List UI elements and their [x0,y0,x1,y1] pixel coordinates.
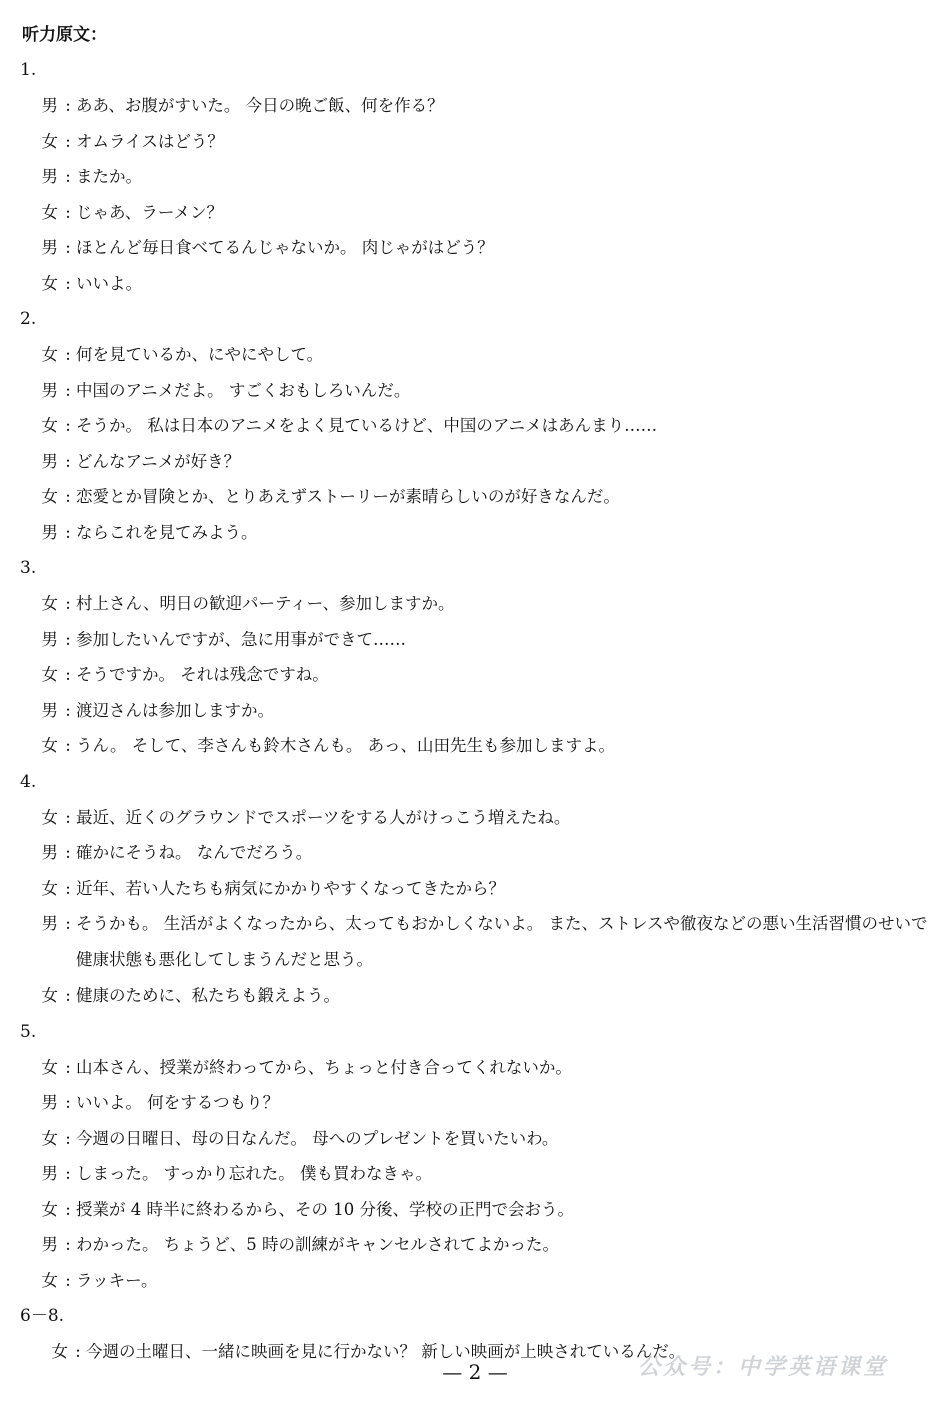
colon: : [65,202,71,222]
speaker-label: 女 [41,665,58,684]
dialogue-line [20,515,935,551]
speaker-label: 男 [41,380,58,400]
dialogue-line [20,88,935,124]
speaker-label: 女 [41,1270,58,1290]
section-1 [20,52,935,301]
speaker-label: 女 [41,736,58,755]
colon: : [65,1164,71,1183]
dialogue-line [20,978,935,1014]
dialogue-line [20,444,935,480]
colon: : [65,1199,71,1219]
speaker-label: 女 [41,986,58,1005]
dialogue-text: 今週の土曜日、一緒に映画を見に行かない？ 新しい映画が上映されているんだ。 [86,1342,686,1361]
transcript [20,52,935,1370]
dialogue-text: 参加したいんですが、急に用事ができて…… [76,629,406,649]
colon: : [65,238,71,257]
dialogue-line [20,657,935,693]
dialogue-line [20,1192,935,1228]
speaker-label: 女 [41,273,58,293]
colon: : [65,1093,71,1112]
speaker-label: 女 [41,416,58,435]
dialogue-text: 確かにそうね。 なんでだろう。 [76,843,313,862]
speaker-label: 女 [41,594,58,613]
dialogue-text: そうか。 私は日本のアニメをよく見ているけど、中国のアニメはあんまり…… [76,416,658,435]
colon: : [65,843,71,862]
section-4 [20,764,935,1014]
dialogue-line [20,728,935,764]
dialogue-line [20,1050,935,1086]
colon: : [65,167,71,186]
speaker-label: 男 [41,96,58,115]
section-number: 5. [20,1021,37,1042]
dialogue-text: オムライスはどう？ [76,131,224,151]
speaker-label: 男 [41,843,58,862]
dialogue-line [20,871,935,907]
colon: : [65,416,71,435]
dialogue-line [20,230,935,266]
colon: : [65,1235,71,1254]
speaker-label: 男 [41,1164,58,1183]
colon: : [65,629,71,649]
speaker-label: 女 [41,345,58,364]
page-number: — 2 — [442,1360,508,1384]
section-number: 1. [20,60,37,80]
dialogue-text: 最近、近くのグラウンドでスポーツをする人がけっこう増えたね。 [76,807,571,827]
dialogue-text: うん。 そして、李さんも鈴木さんも。 あっ、山田先生も参加しますよ。 [76,736,615,755]
dialogue-text: そうかも。 生活がよくなったから、太ってもおかしくないよ。 また、ストレスや徹夜などの悪い生活習慣のせいで健康状態も悪化してしまうんだと思う。 [76,914,928,969]
dialogue-text: しまった。 すっかり忘れた。 僕も買わなきゃ。 [76,1164,432,1183]
colon: : [65,700,71,720]
dialogue-line [20,195,935,231]
dialogue-text: 中国のアニメだよ。 すごくおもしろいんだ。 [76,380,411,400]
speaker-label: 男 [41,167,58,186]
colon: : [65,131,71,151]
dialogue-line [20,1121,935,1157]
section-3 [20,550,935,764]
colon: : [65,986,71,1005]
dialogue-line [20,835,935,871]
colon: : [65,594,71,613]
speaker-label: 男 [41,700,58,720]
speaker-label: 男 [41,451,58,471]
dialogue-line [20,479,935,515]
speaker-label: 女 [41,131,58,151]
colon: : [65,345,71,364]
colon: : [65,522,71,542]
dialogue-text: そうですか。 それは残念ですね。 [76,665,329,684]
dialogue-line [20,266,935,302]
section-2 [20,301,935,550]
colon: : [75,1342,81,1361]
colon: : [65,1128,71,1148]
dialogue-text: 山本さん、授業が終わってから、ちょっと付き合ってくれないか。 [76,1057,572,1077]
dialogue-text: ああ、お腹がすいた。 今日の晩ご飯、何を作る？ [76,96,444,115]
dialogue-line [20,408,935,444]
speaker-label: 男 [41,629,58,649]
section-number: 3. [20,558,37,578]
dialogue-line [20,800,935,836]
section-number: 2. [20,309,37,329]
dialogue-line [20,337,935,373]
colon: : [65,665,71,684]
dialogue-text: じゃあ、ラーメン？ [76,202,224,222]
dialogue-line [20,906,935,978]
dialogue-text: わかった。 ちょうど、5 時の訓練がキャンセルされてよかった。 [76,1235,559,1254]
colon: : [65,807,71,827]
speaker-label: 男 [41,1093,58,1112]
colon: : [65,487,71,506]
dialogue-line [20,1156,935,1192]
dialogue-text: ラッキー。 [76,1270,158,1290]
colon: : [65,736,71,755]
dialogue-line [20,1227,935,1263]
dialogue-text: 恋愛とか冒険とか、とりあえずストーリーが素晴らしいのが好きなんだ。 [76,487,620,506]
dialogue-text: いいよ。 何をするつもり？ [76,1093,280,1112]
dialogue-text: ほとんど毎日食べてるんじゃないか。 肉じゃがはどう？ [76,238,494,257]
dialogue-text: 渡辺さんは参加しますか。 [76,700,274,720]
colon: : [65,1057,71,1077]
dialogue-text: どんなアニメが好き？ [76,451,241,471]
speaker-label: 女 [41,1199,58,1219]
section-5 [20,1014,935,1299]
dialogue-line [20,373,935,409]
speaker-label: 男 [41,522,58,542]
speaker-label: 女 [51,1342,68,1361]
dialogue-line [20,159,935,195]
dialogue-text: またか。 [76,167,142,186]
colon: : [65,273,71,293]
speaker-label: 女 [41,1057,58,1077]
page-heading: 听力原文： [22,25,107,45]
speaker-label: 女 [41,487,58,506]
dialogue-text: ならこれを見てみよう。 [76,522,258,542]
dialogue-text: 村上さん、明日の歓迎パーティー、参加しますか。 [76,594,455,613]
section-number: 4. [20,771,37,792]
speaker-label: 男 [41,1235,58,1254]
dialogue-text: 近年、若い人たちも病気にかかりやすくなってきたから？ [76,878,505,898]
speaker-label: 女 [41,807,58,827]
colon: : [65,914,71,933]
dialogue-line [20,693,935,729]
dialogue-line [20,124,935,160]
dialogue-text: 何を見ているか、にやにやして。 [76,345,324,364]
colon: : [65,380,71,400]
colon: : [65,96,71,115]
speaker-label: 男 [41,238,58,257]
dialogue-text: いいよ。 [76,273,142,293]
dialogue-line [20,586,935,622]
speaker-label: 女 [41,1128,58,1148]
dialogue-text: 今週の日曜日、母の日なんだ。 母へのプレゼントを買いたいわ。 [76,1128,559,1148]
colon: : [65,1270,71,1290]
speaker-label: 男 [41,914,58,933]
dialogue-line [20,622,935,658]
dialogue-text: 授業が 4 時半に終わるから、その 10 分後、学校の正門で会おう。 [76,1199,574,1219]
dialogue-text: 健康のために、私たちも鍛えよう。 [76,986,340,1005]
dialogue-line [20,1085,935,1121]
watermark: 公众号：中学英语课堂 [637,1355,888,1380]
section-number: 6－8. [20,1306,65,1326]
dialogue-line [20,1263,935,1299]
speaker-label: 女 [41,202,58,222]
colon: : [65,451,71,471]
colon: : [65,878,71,898]
speaker-label: 女 [41,878,58,898]
